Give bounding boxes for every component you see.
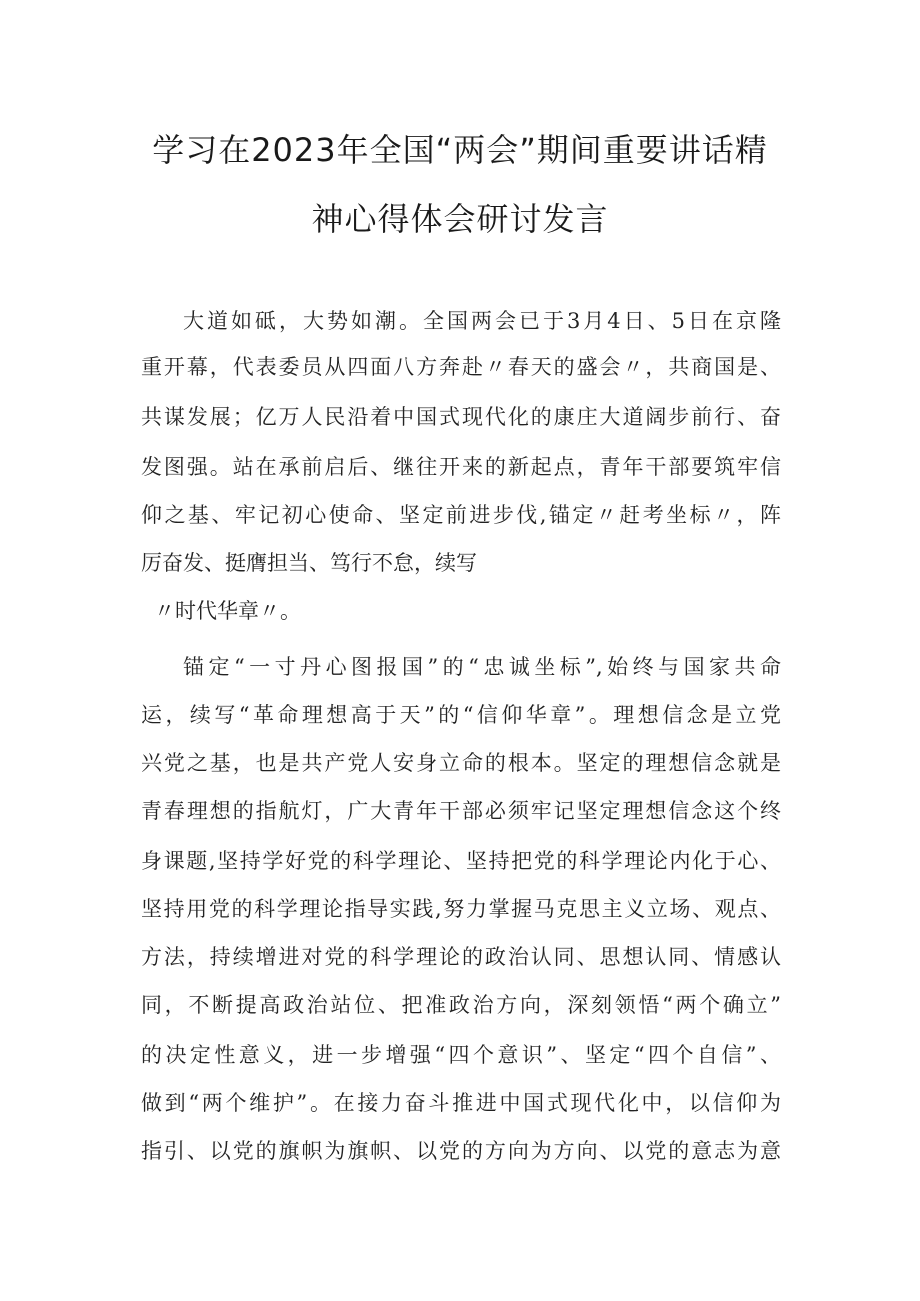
- paragraph-1-line-6: 厉奋发、挺膺担当、笃行不怠，续写: [141, 551, 477, 575]
- paragraph-2-line-1: 锚定“一寸丹心图报国”的“忠诚坐标”,始终与国家共命: [183, 655, 781, 679]
- document-title-line-2: 神心得体会研讨发言: [311, 200, 609, 238]
- paragraph-1-line-5: 仰之基、牢记初心使命、坚定前进步伐,锚定〃赶考坐标〃，阵: [141, 503, 781, 527]
- paragraph-2-line-9: 的决定性意义，进一步增强“四个意识”、坚定“四个自信”、: [141, 1043, 781, 1067]
- paragraph-2-line-5: 身课题,坚持学好党的科学理论、坚持把党的科学理论内化于心、: [141, 849, 781, 873]
- paragraph-2-line-10: 做到“两个维护”。在接力奋斗推进中国式现代化中，以信仰为: [141, 1091, 781, 1115]
- document-title-line-1: 学习在2023年全国“两会”期间重要讲话精: [152, 131, 768, 169]
- paragraph-1-line-7: 〃时代华章〃。: [154, 599, 301, 623]
- paragraph-2-line-11: 指引、以党的旗帜为旗帜、以党的方向为方向、以党的意志为意: [141, 1139, 781, 1163]
- paragraph-1-line-2: 重开幕，代表委员从四面八方奔赴〃春天的盛会〃，共商国是、: [141, 355, 781, 379]
- paragraph-2-line-7: 方法，持续增进对党的科学理论的政治认同、思想认同、情感认: [141, 945, 781, 969]
- paragraph-2-line-3: 兴党之基，也是共产党人安身立命的根本。坚定的理想信念就是: [141, 751, 781, 775]
- paragraph-2-line-2: 运，续写“革命理想高于天”的“信仰华章”。理想信念是立党: [141, 703, 781, 727]
- paragraph-1-line-3: 共谋发展；亿万人民沿着中国式现代化的康庄大道阔步前行、奋: [141, 405, 781, 429]
- paragraph-2-line-6: 坚持用党的科学理论指导实践,努力掌握马克思主义立场、观点、: [141, 897, 781, 921]
- paragraph-1-line-4: 发图强。站在承前启后、继往开来的新起点，青年干部要筑牢信: [141, 455, 781, 479]
- paragraph-2-line-4: 青春理想的指航灯，广大青年干部必须牢记坚定理想信念这个终: [141, 799, 781, 823]
- paragraph-2-line-8: 同，不断提高政治站位、把准政治方向，深刻领悟“两个确立”: [141, 993, 781, 1017]
- paragraph-1-line-1: 大道如砥，大势如潮。全国两会已于3月4日、5日在京隆: [183, 309, 781, 333]
